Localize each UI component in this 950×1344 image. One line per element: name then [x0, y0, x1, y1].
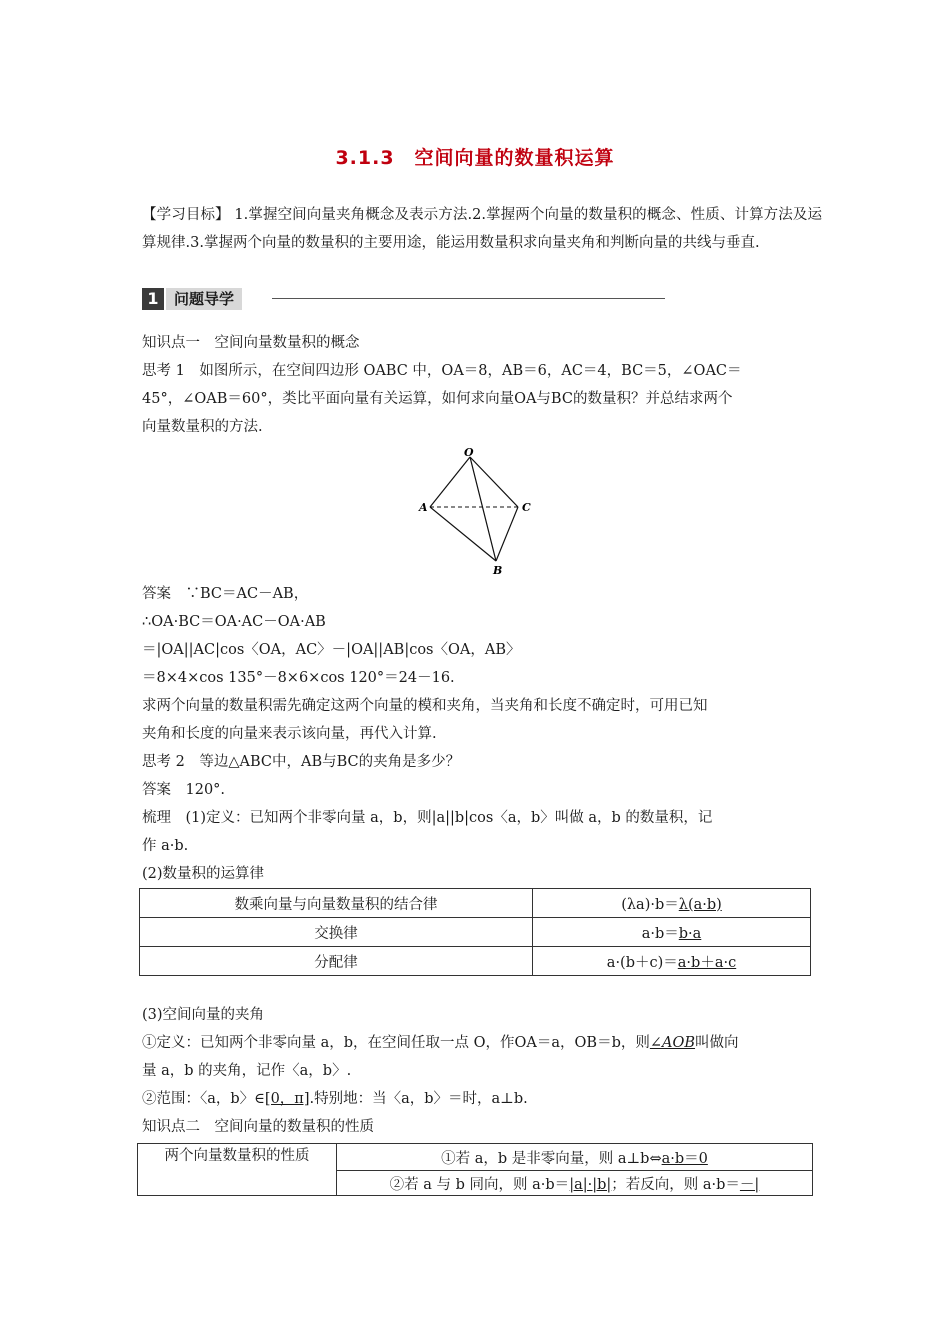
- page-title: 3.1.3 空间向量的数量积运算: [335, 147, 615, 169]
- law-formula: [533, 947, 811, 976]
- table-row: [138, 1144, 813, 1171]
- label-C: C: [522, 501, 531, 514]
- prop-text-mid: ；若反向，则 a·b＝: [611, 1176, 740, 1193]
- angle-line1-answer: ∠AOB: [649, 1035, 696, 1051]
- answer1-line4: ＝8×4×cos 135°－8×6×cos 120°＝24－16.: [142, 670, 455, 686]
- sort-line1: 梳理 (1)定义：已知两个非零向量 a，b，则|a||b|cos〈a，b〉叫做 a，b 的数量积，记: [142, 810, 713, 826]
- angle-title: (3)空间向量的夹角: [142, 1007, 265, 1023]
- law-name: 交换律: [140, 918, 533, 947]
- formula-answer: b·a: [678, 925, 702, 942]
- section-rule: [272, 298, 665, 299]
- think2-answer: 答案 120°.: [142, 782, 226, 798]
- prop-answer: a·b＝0: [661, 1150, 708, 1167]
- law-formula: [533, 918, 811, 947]
- knowledge-point-1: 知识点一 空间向量数量积的概念: [142, 335, 360, 351]
- formula-text: a·b＝: [641, 925, 679, 942]
- answer1-line5: 求两个向量的数量积需先确定这两个向量的模和夹角，当夹角和长度不确定时，可用已知: [142, 698, 708, 714]
- goals-tag: 【学习目标】: [142, 207, 230, 223]
- formula-answer: λ(a·b): [678, 896, 722, 913]
- angle-line3-tail: .特别地：当〈a，b〉＝时，a⊥b.: [309, 1091, 528, 1107]
- section-number: 1: [142, 288, 164, 310]
- answer1-line3: ＝|OA||AC|cos〈OA，AC〉－|OA||AB|cos〈OA，AB〉: [142, 642, 521, 658]
- label-A: A: [419, 501, 428, 514]
- table-row: [140, 918, 811, 947]
- table-row: [140, 947, 811, 976]
- knowledge-point-2: 知识点二 空间向量的数量积的性质: [142, 1119, 374, 1135]
- law-title: (2)数量积的运算律: [142, 866, 265, 882]
- label-B: B: [493, 564, 503, 577]
- angle-line3: [142, 1089, 822, 1109]
- law-name: 分配律: [140, 947, 533, 976]
- table-row: [140, 889, 811, 918]
- prop-answer: |a|·|b|: [569, 1176, 612, 1193]
- edge-OB: [470, 457, 496, 561]
- formula-text: (λa)·b＝: [621, 896, 679, 913]
- property-table: [137, 1143, 813, 1196]
- angle-line1: [142, 1033, 822, 1053]
- angle-line2: 量 a，b 的夹角，记作〈a，b〉.: [142, 1063, 352, 1079]
- goals-text: 1.掌握空间向量夹角概念及表示方法.2.掌握两个向量的数量积的概念、性质、计算方法及运算规律.3.掌握两个向量的数量积的主要用途，能运用数量积求向量夹角和判断向量的共线与垂直.: [142, 207, 823, 251]
- edge-CB: [496, 507, 518, 561]
- think1-line1: 思考 1 如图所示，在空间四边形 OABC 中，OA＝8，AB＝6，AC＝4，BC＝5，∠OAC＝: [142, 363, 742, 379]
- angle-line3-answer: [0，π]: [264, 1091, 310, 1107]
- property-row2: [337, 1171, 813, 1196]
- property-row1: [337, 1144, 813, 1171]
- think2-question: 思考 2 等边△ABC中，AB与BC的夹角是多少？: [142, 754, 461, 770]
- section-label: 问题导学: [166, 288, 242, 310]
- prop-answer-2: －|: [739, 1176, 760, 1193]
- angle-line1-text: ①定义：已知两个非零向量 a，b，在空间任取一点 O，作OA＝a，OB＝b，则: [142, 1035, 650, 1051]
- law-table: [139, 888, 811, 976]
- angle-line3-text: ②范围：〈a，b〉∈: [142, 1091, 265, 1107]
- edge-AB: [430, 507, 496, 561]
- edge-OA: [430, 457, 470, 507]
- think1-line2: 45°，∠OAB＝60°，类比平面向量有关运算，如何求向量OA与BC的数量积？并总结求两个: [142, 391, 733, 407]
- formula-answer: a·b＋a·c: [677, 954, 737, 971]
- learning-goals: [142, 201, 822, 257]
- property-name: 两个向量数量积的性质: [138, 1144, 337, 1196]
- answer1-line2: ∴OA·BC＝OA·AC－OA·AB: [142, 614, 326, 630]
- sort-line2: 作 a·b.: [142, 838, 189, 854]
- answer1-line1: 答案 ∵BC＝AC－AB，: [142, 586, 309, 602]
- label-O: O: [464, 446, 474, 459]
- law-formula: [533, 889, 811, 918]
- think1-line3: 向量数量积的方法.: [142, 419, 263, 435]
- edge-OC: [470, 457, 518, 507]
- prop-text: ②若 a 与 b 同向，则 a·b＝: [389, 1176, 570, 1193]
- tetrahedron-diagram: [415, 445, 545, 580]
- formula-text: a·(b＋c)＝: [606, 954, 678, 971]
- law-name: 数乘向量与向量数量积的结合律: [140, 889, 533, 918]
- angle-line1-tail: 叫做向: [695, 1035, 739, 1051]
- prop-text: ①若 a，b 是非零向量，则 a⊥b⇔: [441, 1150, 662, 1167]
- answer1-line6: 夹角和长度的向量来表示该向量，再代入计算.: [142, 726, 437, 742]
